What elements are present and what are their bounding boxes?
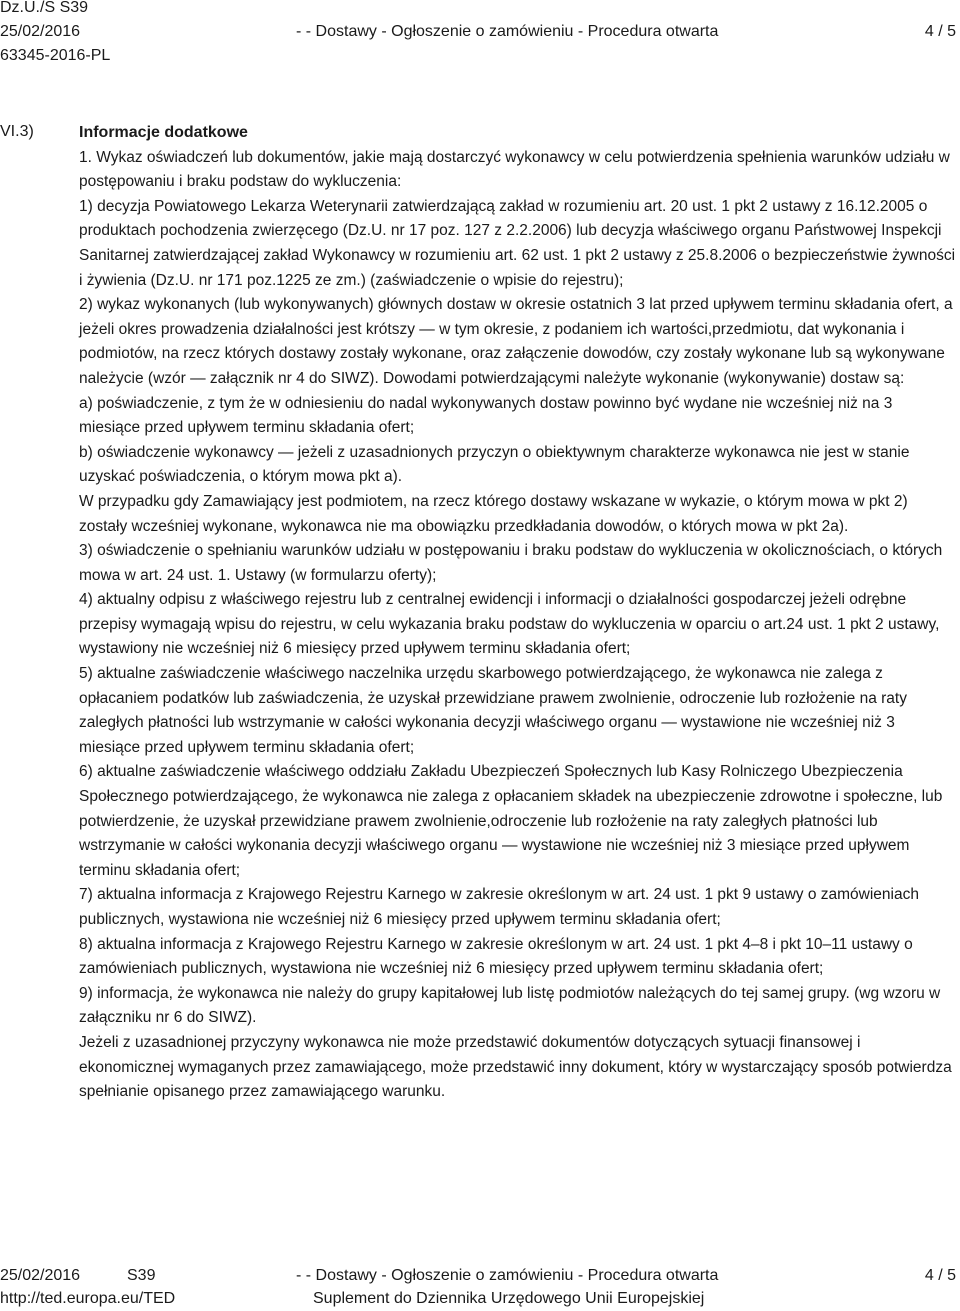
footer-publication: Suplement do Dziennika Urzędowego Unii Europejskiej bbox=[313, 1290, 705, 1307]
footer-url[interactable]: http://ted.europa.eu/TED bbox=[0, 1290, 176, 1307]
footer-page-number: 4 / 5 bbox=[924, 1267, 956, 1284]
journal-reference: Dz.U./S S39 bbox=[0, 0, 89, 16]
footer-series: S39 bbox=[127, 1267, 156, 1284]
footer-date: 25/02/2016 bbox=[0, 1267, 81, 1284]
paragraph: 3) oświadczenie o spełnianiu warunków udziału w postępowaniu i braku podstaw do wykluczenia w okolicznościach, o których mowa w art. 24 ust. 1. Ustawy (w formularzu oferty); bbox=[79, 542, 943, 584]
section-heading: Informacje dodatkowe bbox=[79, 124, 248, 141]
section-content bbox=[79, 121, 957, 1105]
paragraph: 9) informacja, że wykonawca nie należy do grupy kapitałowej lub listę podmiotów należących do tej samej grupy. (wg wzoru w załączniku nr 6 do SIWZ). bbox=[79, 984, 941, 1027]
paragraph: 8) aktualna informacja z Krajowego Rejestru Karnego w zakresie określonym w art. 24 ust. 1 pkt 4–8 i pkt 10–11 ustawy o zamówieniach publicznych, wystawiona nie wcześniej niż 6 miesięcy przed upływem terminu składania ofert; bbox=[79, 935, 913, 978]
footer-title: - - Dostawy - Ogłoszenie o zamówieniu - Procedura otwarta bbox=[296, 1267, 719, 1284]
paragraph: 1) decyzja Powiatowego Lekarza Weterynarii zatwierdzającą zakład w rozumieniu art. 20 ust. 1 pkt 2 ustawy z 16.12.2005 o produktach pochodzenia zwierzęcego (Dz.U. nr 17 poz. 127 z 2.2.2006) lub decyzja właściwego organu Państwowej Inspekcji Sanitarnej zatwierdzającej zakład Wykonawcy w rozumieniu art. 62 ust. 1 pkt 2 ustawy z 25.8.2006 o bezpieczeństwie żywności i żywienia (Dz.U. nr 171 poz.1225 ze zm.) (zaświadczenie o wpisie do rejestru); bbox=[79, 197, 956, 289]
header-page-number: 4 / 5 bbox=[924, 23, 956, 40]
paragraph: 1. Wykaz oświadczeń lub dokumentów, jakie mają dostarczyć wykonawcy w celu potwierdzenia spełnienia warunków udziału w postępowaniu i braku podstaw do wykluczenia: bbox=[79, 148, 950, 191]
paragraph: b) oświadczenie wykonawcy — jeżeli z uzasadnionych przyczyn o obiektywnym charakterze wykonawca nie jest w stanie uzyskać poświadczenia, o którym mowa pkt a). bbox=[79, 443, 910, 486]
header-date: 25/02/2016 bbox=[0, 23, 81, 40]
paragraph: Jeżeli z uzasadnionej przyczyny wykonawca nie może przedstawić dokumentów dotyczących sytuacji finansowej i ekonomicznej wymaganych przez zamawiającego, może przedstawić inny dokument, który w wystarczający sposób potwierdza spełnianie opisanego przez zamawiającego warunku. bbox=[79, 1033, 952, 1101]
paragraph: 2) wykaz wykonanych (lub wykonywanych) głównych dostaw w okresie ostatnich 3 lat przed upływem terminu składania ofert, a jeżeli okres prowadzenia działalności jest krótszy — w tym okresie, z podaniem ich wartości,przedmiotu, dat wykonania i podmiotów, na rzecz których dostawy zostały wykonane, oraz załączenie dowodów, czy zostały wykonane lub są wykonywane należycie (wzór — załącznik nr 4 do SIWZ). Dowodami potwierdzającymi należyte wykonanie (wykonywanie) dostaw są: bbox=[79, 296, 953, 387]
paragraph: 5) aktualne zaświadczenie właściwego naczelnika urzędu skarbowego potwierdzającego, że wykonawca nie zalega z opłacaniem podatków lub zaświadczenia, że uzyskał przewidziane prawem zwolnienie, odroczenie lub rozłożenie na raty zaległych płatności lub wstrzymanie w całości wykonania decyzji właściwego organu — wystawione nie wcześniej niż 3 miesiące przed upływem terminu składania ofert; bbox=[79, 665, 907, 756]
section-number: VI.3) bbox=[0, 123, 34, 140]
paragraph: 6) aktualne zaświadczenie właściwego oddziału Zakładu Ubezpieczeń Społecznych lub Kasy Rolniczego Ubezpieczenia Społecznego potwierdzającego, że wykonawca nie zalega z opłacaniem składek na ubezpieczenie zdrowotne i społeczne, lub potwierdzenie, że uzyskał przewidziane prawem zwolnienie,odroczenie lub rozłożenie na raty zaległych płatności lub wstrzymanie w całości wykonania decyzji właściwego organu — wystawione nie wcześniej niż 3 miesiące przed upływem terminu składania ofert; bbox=[79, 763, 943, 879]
paragraph: a) poświadczenie, z tym że w odniesieniu do nadal wykonywanych dostaw powinno być wydane nie wcześniej niż na 3 miesiące przed upływem terminu składania ofert; bbox=[79, 394, 893, 437]
header-title: - - Dostawy - Ogłoszenie o zamówieniu - Procedura otwarta bbox=[296, 23, 719, 40]
paragraph: 7) aktualna informacja z Krajowego Rejestru Karnego w zakresie określonym w art. 24 ust. 1 pkt 9 ustawy o zamówieniach publicznych, wystawiona nie wcześniej niż 6 miesięcy przed upływem terminu składania ofert; bbox=[79, 886, 919, 928]
paragraph: W przypadku gdy Zamawiający jest podmiotem, na rzecz którego dostawy wskazane w wykazie, o którym mowa w pkt 2) zostały wcześniej wykonane, wykonawca nie ma obowiązku przedkładania dowodów, o których mowa w pkt 2a). bbox=[79, 492, 908, 535]
paragraph: 4) aktualny odpisu z właściwego rejestru lub z centralnej ewidencji i informacji o działalności gospodarczej jeżeli odrębne przepisy wymagają wpisu do rejestru, w celu wykazania braku podstaw do wykluczenia w oparciu o art.24 ust. 1 pkt 2 ustawy, wystawiony nie wcześniej niż 6 miesięcy przed upływem terminu składania ofert; bbox=[79, 591, 940, 658]
document-id: 63345-2016-PL bbox=[0, 47, 111, 64]
